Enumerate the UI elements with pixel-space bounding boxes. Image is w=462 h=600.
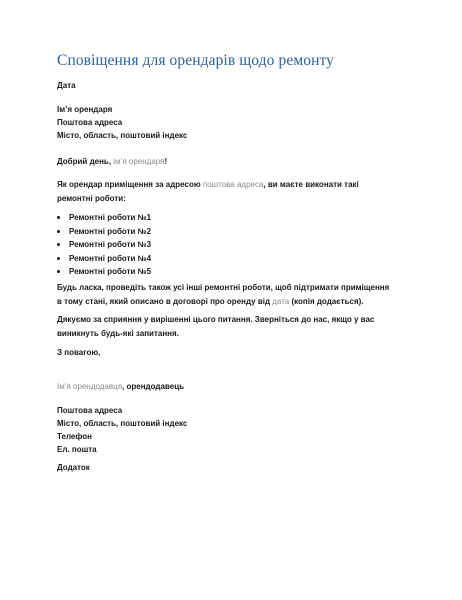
landlord-address: Поштова адреса: [57, 406, 123, 415]
greeting: [57, 156, 167, 168]
list-item: [57, 238, 151, 252]
intro-placeholder: поштова адреса: [202, 180, 264, 189]
repairs-list: [57, 211, 151, 279]
greeting-prefix: Добрий день,: [57, 157, 114, 166]
landlord-city: Місто, область, поштовий індекс: [57, 419, 188, 428]
landlord-name-placeholder: Ім’я орендодавця: [57, 382, 123, 391]
tenant-name: Ім’я орендаря: [57, 105, 113, 114]
intro-before: Як орендар приміщення за адресою: [57, 180, 203, 189]
date-line: Дата: [57, 81, 76, 90]
repairs-request-paragraph: [57, 281, 392, 308]
bullet-icon: [57, 257, 60, 260]
enclosure: Додаток: [57, 463, 90, 472]
list-item: [57, 265, 151, 279]
repair-item-label: Ремонтні роботи №2: [69, 226, 152, 236]
list-item: [57, 252, 151, 266]
contract-date-placeholder: дата: [272, 296, 290, 306]
signature-suffix: , орендодавець: [122, 382, 185, 391]
intro-paragraph: [57, 178, 392, 205]
closing: З повагою,: [57, 348, 101, 357]
repair-item-label: Ремонтні роботи №5: [69, 267, 152, 277]
repair-item-label: Ремонтні роботи №4: [69, 253, 152, 263]
repair-item-label: Ремонтні роботи №3: [69, 240, 152, 250]
bullet-icon: [57, 230, 60, 233]
tenant-city: Місто, область, поштовий індекс: [57, 131, 188, 140]
bullet-icon: [57, 216, 60, 219]
landlord-email: Ел. пошта: [57, 445, 97, 454]
thanks-paragraph: Дякуємо за сприяння у вирішенні цього питання. Зверніться до нас, якщо у вас виникнуть будь-які запитання.: [57, 315, 375, 338]
paragraph2-after: (копія додається).: [289, 296, 364, 306]
repair-item-label: Ремонтні роботи №1: [69, 213, 152, 222]
greeting-placeholder: ім’я орендаря: [113, 157, 165, 166]
document-title: Сповіщення для орендарів щодо ремонту: [57, 52, 334, 69]
signature-line: [57, 381, 184, 393]
paragraph2-before: Будь ласка, проведіть також усі інші ремонтні роботи, щоб підтримати приміщення в тому стані, який описано в договорі про оренду від: [57, 283, 390, 306]
intro-after: , ви маєте виконати такі ремонтні роботи:: [57, 180, 359, 203]
tenant-address: Поштова адреса: [57, 118, 123, 127]
bullet-icon: [57, 243, 60, 246]
list-item: [57, 225, 151, 239]
bullet-icon: [57, 270, 60, 273]
greeting-suffix: !: [164, 157, 168, 166]
landlord-phone: Телефон: [57, 432, 92, 441]
list-item: [57, 211, 151, 225]
